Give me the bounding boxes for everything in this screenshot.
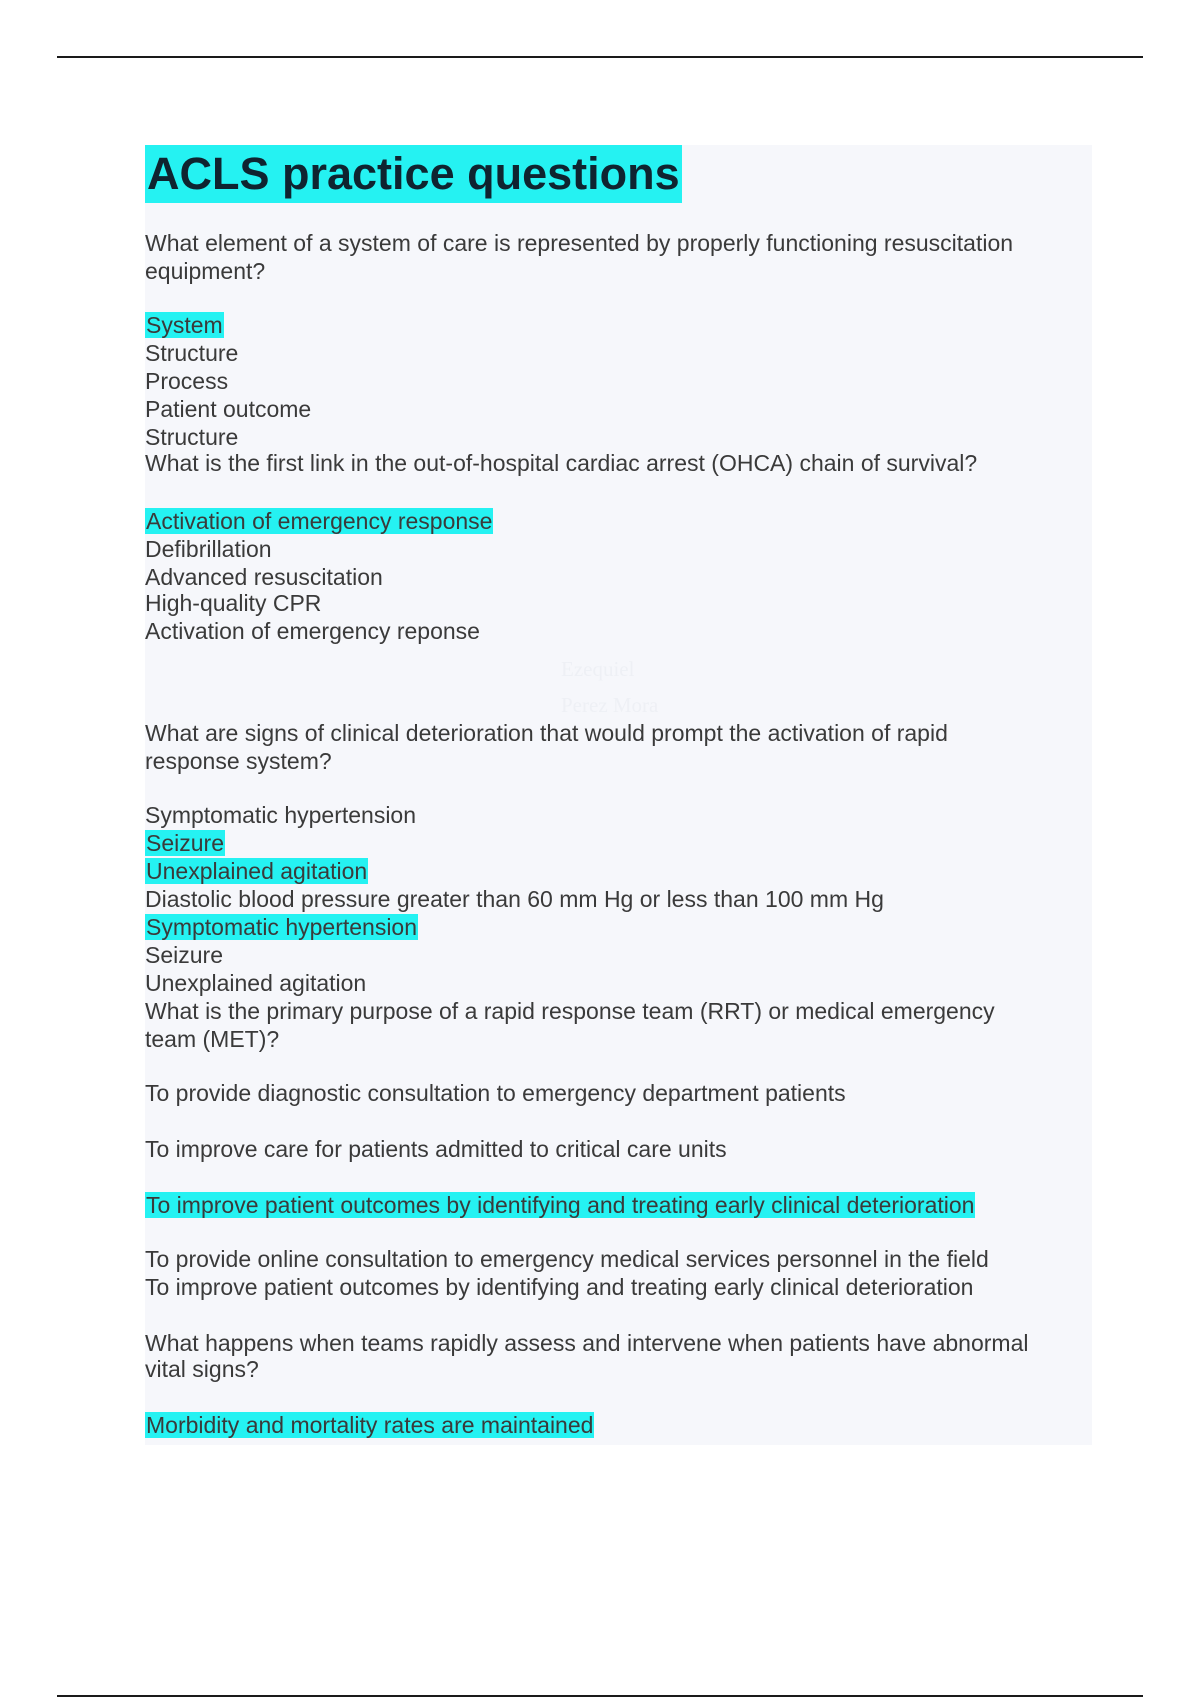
watermark-line: Ezequiel [561,657,635,681]
highlighted-answer-line [145,1191,975,1219]
line-text: Structure [145,424,239,450]
text-line [145,969,366,997]
document-body [145,145,1092,1445]
page-title: ACLS practice questions [145,145,682,203]
text-line [145,719,948,747]
highlighted-answer-line [145,857,368,885]
line-text: response system? [145,748,332,774]
highlighted-answer-line [145,507,493,535]
text-line [145,1355,259,1383]
text-line [145,617,480,645]
text-line [145,1245,989,1273]
text-line [145,257,265,285]
line-text: Seizure [146,830,224,856]
line-text: What happens when teams rapidly assess and intervene when patients have abnormal [145,1330,1029,1356]
highlighted-answer-line [145,1411,594,1439]
line-text: To provide diagnostic consultation to emergency department patients [145,1080,846,1106]
text-line [145,449,977,477]
line-text: Activation of emergency reponse [145,618,480,644]
line-text: Structure [145,340,239,366]
line-text: Symptomatic hypertension [145,802,417,828]
text-line [145,1079,846,1107]
text-line [145,1273,973,1301]
line-text: To provide online consultation to emergency medical services personnel in the field [145,1246,989,1272]
line-text: Patient outcome [145,396,312,422]
line-text: Defibrillation [145,536,272,562]
highlighted-answer-line [145,311,224,339]
watermark-line: Perez Mora [561,693,659,717]
highlighted-answer-line [145,913,418,941]
text-line [145,1025,279,1053]
text-line [145,339,238,367]
line-text: Diastolic blood pressure greater than 60 mm Hg or less than 100 mm Hg [145,886,884,912]
text-line [145,941,223,969]
line-text: What are signs of clinical deterioration that would prompt the activation of rapid [145,720,948,746]
line-text: To improve patient outcomes by identifying and treating early clinical deterioration [146,1192,975,1218]
line-text: Activation of emergency response [146,508,493,534]
line-text: What is the first link in the out-of-hospital cardiac arrest (OHCA) chain of survival? [145,450,978,476]
line-text: team (MET)? [145,1026,280,1052]
line-text: Morbidity and mortality rates are maintained [146,1412,594,1438]
line-text: Advanced resuscitation [145,564,383,590]
line-text: To improve patient outcomes by identifying and treating early clinical deterioration [145,1274,974,1300]
line-text: High-quality CPR [145,590,322,616]
highlighted-answer-line [145,829,225,857]
line-text: Unexplained agitation [145,970,367,996]
text-line [145,563,383,591]
line-text: Seizure [145,942,223,968]
text-line [145,801,416,829]
text-line [145,423,238,451]
line-text: System [146,312,223,338]
text-line [145,229,1013,257]
text-line [145,1329,1028,1357]
text-line [145,589,321,617]
text-line [145,535,272,563]
text-line [145,1135,727,1163]
text-line [145,395,311,423]
top-rule [57,56,1143,58]
text-line [145,997,995,1025]
bottom-rule [57,1695,1143,1697]
line-text: Process [145,368,229,394]
line-text: Symptomatic hypertension [146,914,418,940]
line-text: What element of a system of care is represented by properly functioning resuscitation [145,230,1014,256]
text-line [145,367,228,395]
line-text: What is the primary purpose of a rapid response team (RRT) or medical emergency [145,998,995,1024]
line-text: equipment? [145,258,266,284]
text-line [145,747,332,775]
line-text: vital signs? [145,1356,259,1382]
line-text: To improve care for patients admitted to critical care units [145,1136,727,1162]
line-text: Unexplained agitation [146,858,368,884]
text-line [145,885,884,913]
